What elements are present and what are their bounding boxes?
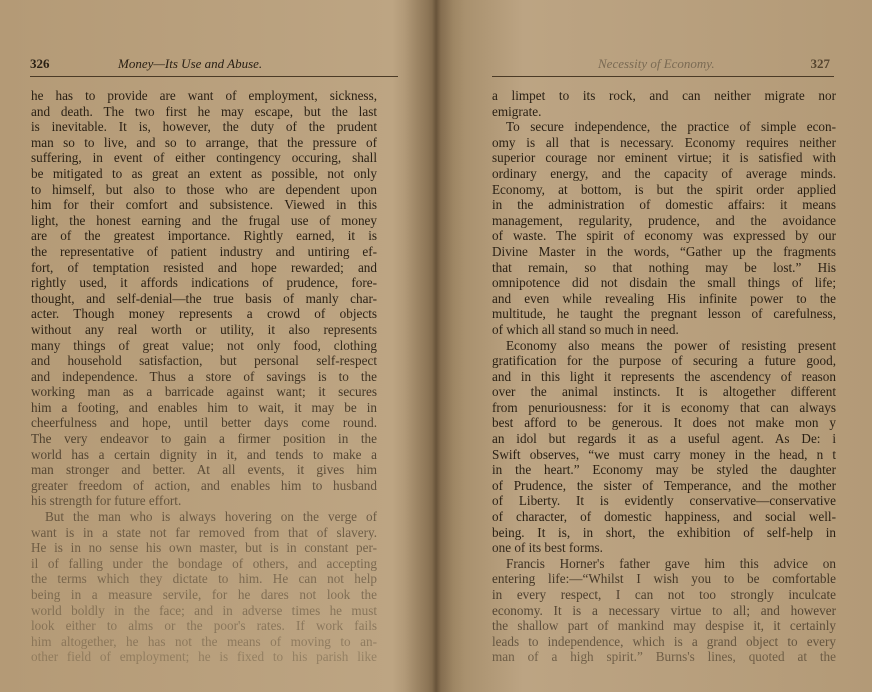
text-line: that remain, so that nothing may be lost.” His <box>492 259 836 275</box>
text-line: best afford to be generous. It does not make mon y <box>492 415 836 431</box>
right-page <box>434 0 872 692</box>
text-line: many things of great value; not only food, clothing <box>31 337 377 353</box>
left-page-text <box>31 88 377 665</box>
text-line: him for their comfort and subsistence. Viewed in this <box>31 197 377 213</box>
text-line: be mitigated to as great an extent as possible, not only <box>31 165 377 181</box>
text-line: economy. It is a necessary virtue to all; and however <box>492 602 836 618</box>
text-line: look either to alms or the poor's rates. If work fails <box>31 618 377 634</box>
text-line: entering life:—“Whilst I wish you to be comfortable <box>492 571 836 587</box>
text-line: To secure independence, the practice of simple econ- <box>506 119 836 135</box>
text-line: and even while revealing His infinite power to the <box>492 290 836 306</box>
right-page-number: 327 <box>810 56 830 71</box>
text-line: Divine Master in the words, “Gather up the fragments <box>492 243 836 259</box>
text-line: gratification for the purpose of securing a future good, <box>492 353 836 369</box>
text-line: omy is all that is necessary. Economy requires neither <box>492 134 836 150</box>
text-line: Economy, at bottom, is but the spirit order applied <box>492 181 836 197</box>
text-line: a limpet to its rock, and can neither migrate nor <box>492 88 836 103</box>
right-page-header <box>434 56 872 76</box>
left-page-number: 326 <box>30 56 50 71</box>
left-header-rule <box>30 76 398 77</box>
text-line: being. It is, in short, the exhibition of self-help in <box>492 524 836 540</box>
text-line: over the animal instincts. It is altogether different <box>492 384 836 400</box>
text-line: of character, of domestic happiness, and social well- <box>492 509 836 525</box>
text-line: without any real worth or utility, it also represents <box>31 321 377 337</box>
text-line: of Prudence, the sister of Temperance, and the mother <box>492 477 836 493</box>
text-line: Economy also means the power of resisting present <box>506 337 836 353</box>
text-line: and independence. Thus a store of savings is to the <box>31 368 377 384</box>
text-line: in the administration of domestic affairs: it means <box>492 197 836 213</box>
text-line: The very endeavor to gain a firmer position in the <box>31 431 377 447</box>
text-line: his strength for future effort. <box>31 493 182 509</box>
left-running-title: Money—Its Use and Abuse. <box>118 56 263 71</box>
text-line: being in a measure servile, for he dares not look the <box>31 587 377 602</box>
text-line: multitude, he taught the pregnant lesson of carefulness, <box>492 306 836 322</box>
text-line: he has to provide are want of employment, sickness, <box>31 88 377 103</box>
text-line: other field of employment; he is fixed to his parish like <box>31 649 377 665</box>
text-line: management, regularity, prudence, and the avoidance <box>492 212 836 228</box>
text-line: him a footing, and enables him to wait, it may be in <box>31 399 377 415</box>
right-header-rule <box>492 76 834 77</box>
text-line: world boldly in the face; and in adverse times he must <box>31 602 377 618</box>
text-line: light, the honest earning and the frugal use of money <box>31 212 377 228</box>
text-line: and in this light it represents the ascendency of reason <box>492 368 836 384</box>
text-line: to himself, but also to those who are dependent upon <box>31 181 377 197</box>
text-line: and death. The two first he may escape, but the last <box>31 103 377 119</box>
text-line: suffering, in event of either contingency occuring, shall <box>31 150 377 166</box>
text-line: rightly used, it affords indications of prudence, fore- <box>31 275 377 291</box>
text-line: man of a high spirit.” Burns's lines, quoted at the <box>492 649 836 665</box>
text-line: one of its best forms. <box>492 540 603 556</box>
text-line: the terms which they dictate to him. He can not help <box>31 571 377 587</box>
text-line: superior courage nor eminent virtue; it is satisfied with <box>492 150 836 166</box>
text-line: thought, and self-denial—the true basis of manly char- <box>31 290 377 306</box>
text-line: emigrate. <box>492 103 542 119</box>
text-line: from penuriousness: for it is economy that can always <box>492 399 836 415</box>
right-page-text <box>492 88 836 665</box>
text-line: an idol but regards it as a useful agent. As De: i <box>492 431 836 447</box>
text-line: in the heart.” Economy may be styled the daughter <box>492 462 836 478</box>
text-line: fort, of temptation resisted and hope rewarded; and <box>31 259 377 275</box>
left-page-header <box>0 56 432 76</box>
text-line: and household satisfaction, but personal self-respect <box>31 353 377 369</box>
text-line: the representative of patient industry and untiring ef- <box>31 243 377 259</box>
text-line: want is in a state not far removed from that of slavery. <box>31 524 377 540</box>
text-line: is inevitable. It is, however, the duty of the prudent <box>31 119 377 135</box>
text-line: in every respect, I can not too strongly inculcate <box>492 587 836 602</box>
text-line: il of falling under the bondage of others, and accepting <box>31 555 377 571</box>
text-line: omnipotence did not disdain the small things of life; <box>492 275 836 291</box>
text-line: world has a certain dignity in it, and tends to make a <box>31 446 377 462</box>
text-line: cheerfulness and hope, until better days come round. <box>31 415 377 431</box>
text-line: of which all stand so much in need. <box>492 321 679 337</box>
text-line: of Liberty. It is evidently conservative—conservative <box>492 493 836 509</box>
left-page <box>0 0 432 692</box>
text-line: are of the greatest importance. Rightly earned, it is <box>31 228 377 244</box>
text-line: him altogether, he has not the means of moving to an- <box>31 633 377 649</box>
right-running-title: Necessity of Economy. <box>598 56 715 71</box>
text-line: of waste. The spirit of economy was expressed by our <box>492 228 836 244</box>
text-line: He is in no sense his own master, but is in constant per- <box>31 540 377 556</box>
text-line: But the man who is always hovering on the verge of <box>45 509 377 525</box>
text-line: working man as a barricade against want; it secures <box>31 384 377 400</box>
text-line: greater freedom of action, and enables him to husband <box>31 477 377 493</box>
text-line: the shallow part of mankind may despise it, it certainly <box>492 618 836 634</box>
text-line: ordinary energy, and the capacity of average minds. <box>492 165 836 181</box>
text-line: acter. Though money represents a crowd of objects <box>31 306 377 322</box>
text-line: man stronger and better. At all events, it gives him <box>31 462 377 478</box>
text-line: leads to independence, which is a grand object to every <box>492 633 836 649</box>
text-line: Swift observes, “we must carry money in the head, n t <box>492 446 836 462</box>
text-line: Francis Horner's father gave him this advice on <box>506 555 836 571</box>
text-line: man so to live, and so to arrange, that the pressure of <box>31 134 377 150</box>
